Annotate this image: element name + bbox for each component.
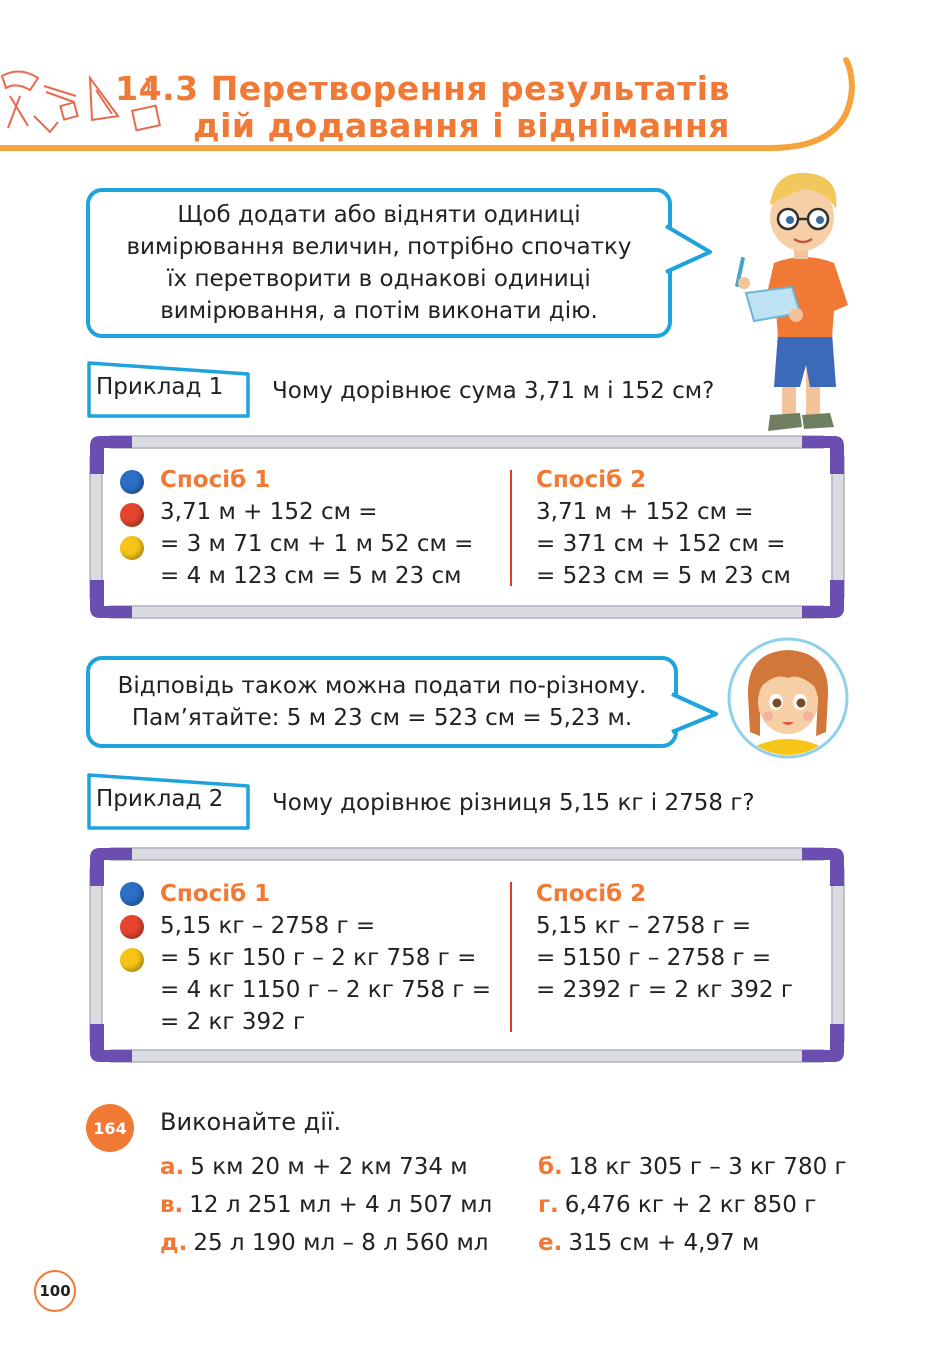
tip-text: Відповідь також можна подати по-різному. Пам’ятайте: 5 м 23 см = 523 см = 5,23 м.: [117, 673, 647, 731]
blue-dot-icon: [120, 470, 144, 494]
task-expression: 6,476 кг + 2 кг 850 г: [564, 1192, 817, 1218]
exercise-task-a: [160, 1154, 468, 1180]
bubble-tail: [664, 222, 714, 278]
page-number: 100: [34, 1270, 76, 1312]
example-2-method-2: [536, 878, 793, 1006]
title-line-1: 14.3 Перетворення результатів: [115, 69, 730, 108]
yellow-dot-icon: [120, 536, 144, 560]
red-dot-icon: [120, 915, 144, 939]
exercise-task-c: [160, 1192, 492, 1218]
exercise-task-d: [538, 1192, 816, 1218]
method-line: 5,15 кг – 2758 г =: [536, 913, 752, 939]
yellow-dot-icon: [120, 948, 144, 972]
color-dots: [120, 470, 144, 569]
example-1-tag: [86, 360, 256, 420]
bubble-tail: [670, 690, 720, 736]
boy-with-notebook-illustration: [730, 165, 860, 440]
task-letter: е.: [538, 1230, 563, 1256]
red-dot-icon: [120, 503, 144, 527]
rule-speech-bubble: [86, 188, 672, 338]
color-dots: [120, 882, 144, 981]
task-expression: 25 л 190 мл – 8 л 560 мл: [193, 1230, 489, 1256]
section-header: [0, 56, 860, 156]
method-line: = 371 см + 152 см =: [536, 531, 786, 557]
exercise-task-e: [160, 1230, 489, 1256]
method-line: 3,71 м + 152 см =: [536, 499, 754, 525]
task-expression: 5 км 20 м + 2 км 734 м: [190, 1154, 468, 1180]
method-title: Спосіб 2: [536, 467, 647, 493]
method-line: = 2392 г = 2 кг 392 г: [536, 977, 793, 1003]
method-line: = 5 кг 150 г – 2 кг 758 г =: [160, 945, 477, 971]
tip-speech-bubble: [86, 656, 678, 748]
example-2-method-1: [160, 878, 491, 1038]
section-title: [115, 70, 730, 144]
method-divider: [510, 470, 512, 586]
task-expression: 18 кг 305 г – 3 кг 780 г: [568, 1154, 847, 1180]
method-line: = 3 м 71 см + 1 м 52 см =: [160, 531, 474, 557]
task-expression: 315 см + 4,97 м: [568, 1230, 760, 1256]
method-line: = 523 см = 5 м 23 см: [536, 563, 791, 589]
example-2-label: Приклад 2: [96, 786, 224, 812]
task-expression: 12 л 251 мл + 4 л 507 мл: [189, 1192, 493, 1218]
method-title: Спосіб 2: [536, 881, 647, 907]
task-letter: а.: [160, 1154, 185, 1180]
example-1-method-1: [160, 464, 473, 592]
method-line: = 4 м 123 см = 5 м 23 см: [160, 563, 462, 589]
task-letter: д.: [160, 1230, 188, 1256]
method-line: = 5150 г – 2758 г =: [536, 945, 772, 971]
example-2-whiteboard: [88, 846, 846, 1064]
example-1-whiteboard: [88, 434, 846, 620]
task-letter: в.: [160, 1192, 184, 1218]
girl-portrait-illustration: [726, 636, 850, 760]
method-line: = 4 кг 1150 г – 2 кг 758 г =: [160, 977, 491, 1003]
blue-dot-icon: [120, 882, 144, 906]
method-line: = 2 кг 392 г: [160, 1009, 306, 1035]
method-line: 5,15 кг – 2758 г =: [160, 913, 376, 939]
task-letter: б.: [538, 1154, 563, 1180]
title-line-2: дій додавання і віднімання: [192, 106, 730, 145]
example-2-question: Чому дорівнює різниця 5,15 кг і 2758 г?: [272, 790, 755, 816]
method-divider: [510, 882, 512, 1032]
example-2-tag: [86, 772, 256, 832]
exercise-title: Виконайте дії.: [160, 1108, 342, 1136]
method-line: 3,71 м + 152 см =: [160, 499, 378, 525]
rule-text: Щоб додати або відняти одиниці вимірювання величин, потрібно спочатку їх перетворити в однакові одиниці вимірювання, а потім виконати дію.: [126, 202, 632, 324]
example-1-method-2: [536, 464, 791, 592]
task-letter: г.: [538, 1192, 559, 1218]
exercise-number-badge: 164: [86, 1104, 134, 1152]
method-title: Спосіб 1: [160, 881, 271, 907]
exercise-task-f: [538, 1230, 759, 1256]
exercise-task-b: [538, 1154, 847, 1180]
method-title: Спосіб 1: [160, 467, 271, 493]
example-1-label: Приклад 1: [96, 374, 224, 400]
example-1-question: Чому дорівнює сума 3,71 м і 152 см?: [272, 378, 715, 404]
